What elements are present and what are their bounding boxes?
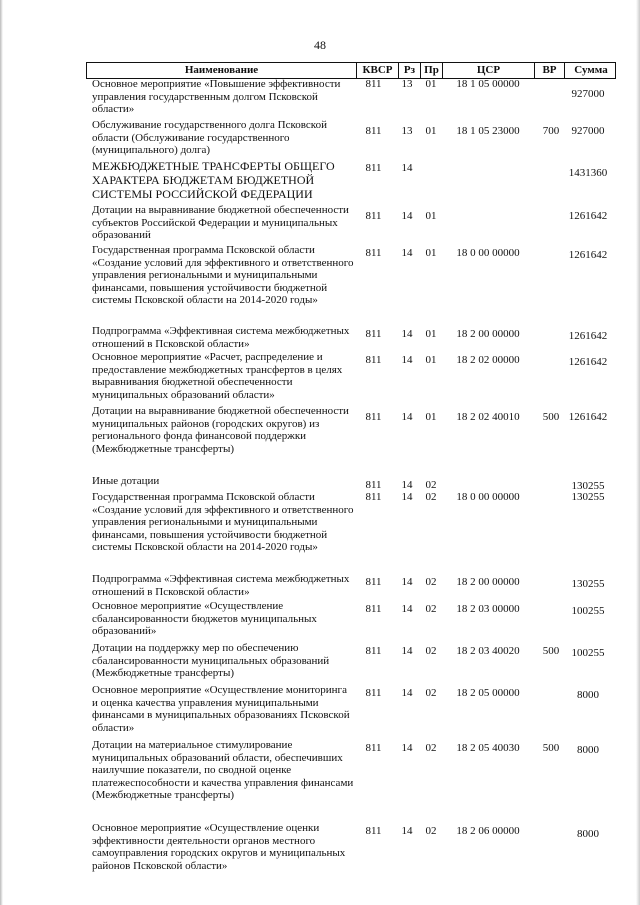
page-number: 48 [314,38,326,52]
row-name: Государственная программа Псковской области «Создание условий для эффективного и ответственного управления региональными и муниципальными финансами, повышения устойчивости бюджетной системы Псковской области на 2014-2020 годы» [92,244,354,307]
row-rz: 13 [401,78,413,90]
row-kvsr: 811 [365,742,382,754]
row-csr: 18 2 05 00000 [456,687,520,699]
row-csr: 18 1 05 23000 [456,125,520,137]
row-kvsr: 811 [365,411,382,423]
row-sum: 100255 [571,647,605,659]
row-pr: 01 [425,210,437,222]
row-pr: 01 [425,78,437,90]
row-rz: 14 [401,354,413,366]
row-vr: 500 [542,411,560,423]
row-csr: 18 2 00 00000 [456,328,520,340]
row-sum: 8000 [577,689,599,701]
row-name: МЕЖБЮДЖЕТНЫЕ ТРАНСФЕРТЫ ОБЩЕГО ХАРАКТЕРА БЮДЖЕТАМ БЮДЖЕТНОЙ СИСТЕМЫ РОССИЙСКОЙ ФЕДЕРАЦИИ [92,159,335,201]
scan-edge-left [0,0,3,905]
row-pr: 01 [425,411,437,423]
scan-edge-right [636,0,640,905]
row-kvsr: 811 [365,491,382,503]
row-kvsr: 811 [365,162,382,174]
row-name: Дотации на материальное стимулирование муниципальных образований области, обеспечивших наилучшие показатели, по сводной оценке платежеспособности и качества управления финансами (Межбюджетные трансферты) [92,739,354,802]
row-sum: 130255 [571,578,605,590]
row-csr: 18 0 00 00000 [456,247,520,259]
row-kvsr: 811 [365,479,382,491]
row-pr: 02 [425,491,437,503]
row-name: Основное мероприятие «Осуществление мониторинга и оценка качества управления муниципальными финансами в муниципальных образованиях Псковской области» [92,684,350,734]
row-sum: 927000 [571,88,605,100]
row-pr: 01 [425,247,437,259]
row-csr: 18 2 03 40020 [456,645,520,657]
row-kvsr: 811 [365,247,382,259]
row-csr: 18 2 02 00000 [456,354,520,366]
row-rz: 14 [401,328,413,340]
header-vr: ВР [535,63,565,78]
row-name: Иные дотации [92,475,160,487]
row-name: Основное мероприятие «Расчет, распределение и предоставление межбюджетных трансфертов в целях выравнивания бюджетной обеспеченности муниципальных образований области» [92,351,343,401]
row-csr: 18 2 02 40010 [456,411,520,423]
row-kvsr: 811 [365,603,382,615]
row-csr: 18 2 06 00000 [456,825,520,837]
row-rz: 13 [401,125,413,137]
row-sum: 1431360 [568,167,608,179]
row-pr: 02 [425,479,437,491]
row-csr: 18 1 05 00000 [456,78,520,90]
row-rz: 14 [401,576,413,588]
row-name: Государственная программа Псковской области «Создание условий для эффективного и ответственного управления региональными и муниципальными финансами, повышения устойчивости бюджетной системы Псковской области на 2014-2020 годы» [92,491,354,554]
row-name: Дотации на выравнивание бюджетной обеспеченности субъектов Российской Федерации и муниципальных образований [92,204,349,242]
row-sum: 1261642 [568,356,608,368]
row-rz: 14 [401,687,413,699]
row-pr: 01 [425,354,437,366]
row-sum: 8000 [577,744,599,756]
row-sum: 1261642 [568,210,608,222]
row-kvsr: 811 [365,328,382,340]
row-rz: 14 [401,491,413,503]
row-rz: 14 [401,479,413,491]
budget-table [86,62,616,872]
row-kvsr: 811 [365,78,382,90]
row-sum: 8000 [577,828,599,840]
row-rz: 14 [401,825,413,837]
row-vr: 500 [542,645,560,657]
row-kvsr: 811 [365,576,382,588]
row-rz: 14 [401,411,413,423]
row-kvsr: 811 [365,210,382,222]
row-rz: 14 [401,645,413,657]
row-pr: 02 [425,645,437,657]
row-name: Основное мероприятие «Повышение эффективности управления государственным долгом Псковской области» [92,78,341,116]
row-sum: 100255 [571,605,605,617]
row-name: Дотации на поддержку мер по обеспечению сбалансированности муниципальных образований (Межбюджетные трансферты) [92,642,330,680]
header-rz: Рз [399,63,421,78]
row-sum: 1261642 [568,330,608,342]
row-sum: 1261642 [568,249,608,261]
row-csr: 18 2 03 00000 [456,603,520,615]
row-sum: 1261642 [568,411,608,423]
row-vr: 500 [542,742,560,754]
row-name: Подпрограмма «Эффективная система межбюджетных отношений в Псковской области» [92,573,350,598]
row-rz: 14 [401,742,413,754]
row-rz: 14 [401,603,413,615]
row-pr: 02 [425,687,437,699]
header-sum: Сумма [574,64,608,76]
row-pr: 02 [425,742,437,754]
row-kvsr: 811 [365,825,382,837]
row-pr: 02 [425,825,437,837]
row-pr: 02 [425,603,437,615]
row-pr: 01 [425,328,437,340]
row-rz: 14 [401,247,413,259]
row-pr: 01 [425,125,437,137]
row-name: Дотации на выравнивание бюджетной обеспеченности муниципальных районов (городских округов) из регионального фонда финансовой поддержки (Межбюджетные трансферты) [92,405,349,455]
row-kvsr: 811 [365,687,382,699]
header-csr: ЦСР [443,63,535,78]
header-kvsr: КВСР [357,63,399,78]
table-header [86,62,616,79]
row-rz: 14 [401,162,413,174]
row-csr: 18 2 05 40030 [456,742,520,754]
row-rz: 14 [401,210,413,222]
row-name: Подпрограмма «Эффективная система межбюджетных отношений в Псковской области» [92,325,350,350]
row-sum: 130255 [571,480,605,492]
row-name: Обслуживание государственного долга Псковской области (Обслуживание государственного (муниципального) долга) [92,119,327,157]
row-name: Основное мероприятие «Осуществление сбалансированности бюджетов муниципальных образований» [92,600,317,638]
row-kvsr: 811 [365,125,382,137]
row-kvsr: 811 [365,354,382,366]
row-kvsr: 811 [365,645,382,657]
row-pr: 02 [425,576,437,588]
row-name: Основное мероприятие «Осуществление оценки эффективности деятельности органов местного самоуправления городских округов и муниципальных районов Псковской области» [92,822,346,872]
header-name: Наименование [87,63,357,78]
row-csr: 18 0 00 00000 [456,491,520,503]
row-csr: 18 2 00 00000 [456,576,520,588]
row-sum: 927000 [571,125,605,137]
row-vr: 700 [542,125,560,137]
header-pr: Пр [421,63,443,78]
row-sum: 130255 [571,491,605,503]
